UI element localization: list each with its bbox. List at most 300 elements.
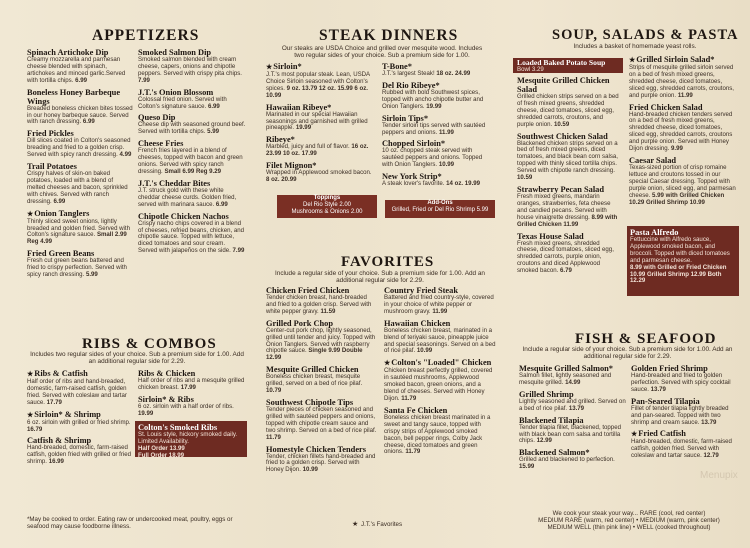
steak-dinners-title: STEAK DINNERS (319, 27, 459, 44)
menu-item-price: 4.99 (119, 151, 132, 159)
menu-item (382, 62, 494, 78)
menu-item-price: 11.79 (405, 448, 421, 456)
menu-item-title: Mesquite Grilled Chicken (266, 365, 359, 375)
menu-item-desc (27, 258, 133, 279)
menu-item (384, 406, 496, 456)
steak-left-column (266, 62, 374, 187)
menu-item-price: 10.79 (266, 387, 282, 395)
menu-item-title: Boneless Honey Barbeque Wings (27, 87, 121, 106)
smoked-ribs-desc: St. Louis style, hickory smoked daily. Limited Availability. (138, 431, 238, 445)
menu-item (266, 398, 378, 442)
menu-item-desc-text: Fillet of tender tilapia lightly breaded and pan-seared. Topped with two shrimp and cream sauce. (631, 404, 729, 426)
menu-item-price: 10.99 (416, 347, 433, 355)
menu-item (382, 81, 494, 111)
menu-item-desc-text: Hand-breaded, domestic, farm-raised catfish, golden fried. Served with coleslaw and tartar sauce. (631, 438, 732, 460)
menu-item (629, 55, 739, 100)
menu-item-desc (382, 71, 494, 78)
menu-item-desc (138, 378, 246, 392)
menu-item-title: Cheese Fries (138, 139, 184, 149)
menu-item-price: 6.99 (215, 200, 228, 208)
menu-item-title: Caesar Salad (629, 155, 677, 165)
menu-item (382, 139, 494, 169)
menu-item-title: Catfish & Shrimp (27, 436, 92, 446)
menu-item (138, 113, 246, 136)
menu-item-desc (519, 373, 627, 387)
menu-item (138, 48, 246, 85)
menu-item-price: 13.79 (650, 385, 666, 393)
menu-item-price: 11.99 (432, 307, 448, 315)
menu-item-price: 11.99 (438, 128, 454, 136)
menu-item-desc (266, 144, 374, 158)
menu-item-title: Onion Tanglers (34, 208, 90, 218)
star-icon: ★ (352, 521, 359, 528)
menu-item (266, 286, 378, 316)
menu-item-desc-text: Blackened chicken strips served on a bed of fresh mixed greens, diced tomatoes, and black bean corn salsa, topped with thinly sliced tortilla chips. Served with chipotle ranch dressing. (517, 139, 618, 175)
menu-item-desc-text: J.T. struck gold with these white cheddar cheese curds. Golden fried, served with marinara sauce. (138, 186, 237, 208)
menu-item-desc-text: Grilled chicken strips served on a bed of fresh mixed greens, shredded cheese, diced tomatoes, sliced egg, shredded carrots, croutons, and purple onion. (517, 93, 619, 128)
menu-item-title: Homestyle Chicken Tenders (266, 444, 367, 454)
menu-item-title: Colton's "Loaded" Chicken (391, 358, 492, 368)
menu-item-desc-text: Smoked salmon blended with cream cheese, capers, onions and chipotle peppers. Served with crispy pita chips. (138, 56, 242, 77)
soup-left-column (517, 76, 621, 278)
menu-item (519, 390, 627, 413)
menu-item-desc-text: 6 oz. sirloin with a half order of ribs. (138, 402, 234, 410)
menu-item-desc (629, 165, 739, 206)
menu-item (517, 76, 621, 129)
menu-item-desc-text: Tender sirloin tips served with sautéed peppers and onions. (382, 121, 486, 136)
menu-item-price: Small 2.99 Reg 4.99 (27, 231, 127, 246)
menu-item-desc (27, 57, 133, 85)
soup-note: Includes a basket of homemade yeast rolls. (573, 43, 697, 50)
menu-item-desc-text: Grilled and blackened to perfection. (519, 456, 615, 464)
smoked-ribs-box (135, 421, 247, 457)
menu-item-desc-text: Wrapped in Applewood smoked bacon. (266, 169, 372, 177)
menu-item (519, 416, 627, 446)
menu-item-desc-text: Tender pieces of chicken seasoned and grilled with sautéed peppers and onions, topped with chipotle cream sauce and two shrimp. Served on a bed of rice pilaf. (266, 405, 377, 434)
menu-item-title: Del Rio Ribeye* (382, 80, 440, 90)
menu-item-desc (382, 181, 494, 188)
menu-item (266, 161, 374, 184)
menu-item-title: J.T.'s Cheddar Bites (138, 178, 211, 188)
menu-item (519, 448, 627, 471)
star-icon: ★ (266, 63, 273, 71)
potato-soup-price: Bowl 3.29 (517, 66, 544, 73)
menu-item-price: 10.99 (438, 161, 455, 169)
menu-item-desc-text: Half order of ribs and hand-breaded, domestic, farm-raised catfish, golden fried. Served with coleslaw and tartar sauce. (27, 378, 127, 406)
ribs-left-column (27, 369, 133, 469)
menu-item-price: 5.99 with Grilled Chicken 10.29 Grilled Shrimp 10.99 (629, 191, 725, 206)
menu-item (138, 179, 246, 209)
menu-item-desc-text: Creamy mozzarella and parmesan cheese blended with spinach, artichokes and minced garlic.Served with tortilla chips. (27, 56, 126, 84)
ribs-title: RIBS & COMBOS (82, 336, 217, 352)
favorites-legend-text: J.T.'s Favorites (361, 521, 403, 528)
menu-item-price: 17.79 (46, 398, 62, 406)
menu-item-price: 6.79 (560, 267, 572, 275)
menu-item-desc (384, 328, 496, 356)
menu-item-desc-text: Dill slices coated in Colton's seasoned breading and fried to a golden crisp. Served with spicy ranch dressing. (27, 137, 131, 159)
menu-item-price: 19.99 (426, 102, 442, 110)
menu-item (384, 319, 496, 356)
potato-soup-name: Loaded Baked Potato Soup (517, 58, 606, 67)
menu-item-title: Grilled Shrimp (519, 389, 574, 399)
menu-item-price: 11.59 (320, 307, 336, 315)
pasta-alfredo-desc: Fettuccine with Alfredo sauce, Applewood smoked bacon, and broccoli. Topped with diced tomatoes and parmesan cheese. (630, 236, 730, 264)
smoked-ribs-half: Half Order 13.99 (138, 444, 185, 452)
menu-item (27, 162, 133, 206)
menu-item-desc (27, 138, 133, 159)
menu-item-desc (138, 97, 246, 111)
addons-bar (385, 200, 495, 218)
menu-item-title: Mesquite Grilled Chicken Salad (517, 76, 610, 94)
menu-item (517, 132, 621, 182)
menu-item-desc (384, 368, 496, 403)
menu-item-desc (266, 374, 378, 395)
menu-item-title: Grilled Pork Chop (266, 318, 334, 328)
menu-item (27, 209, 133, 247)
menu-item-desc (138, 404, 246, 418)
menu-item-title: J.T.'s Onion Blossom (138, 87, 214, 97)
menu-item-price: 12.99 (536, 437, 552, 445)
menu-item-desc (629, 65, 739, 100)
menu-item-title: Golden Fried Shrimp (631, 364, 708, 373)
ribs-right-column (138, 369, 246, 421)
menu-item (631, 429, 739, 460)
menu-item-price: 19.99 (138, 409, 154, 417)
menu-item (384, 286, 496, 316)
menu-item (266, 103, 374, 133)
menu-item-desc-text: Breaded boneless chicken bites tossed in our honey barbeque sauce. Served with ranch dressing. (27, 104, 133, 126)
menu-item (629, 156, 739, 206)
menu-item-price: 6.99 (75, 76, 87, 84)
menu-item (138, 139, 246, 176)
menu-item-title: Ribs & Chicken (138, 369, 196, 378)
menu-item-price: 16 oz. 23.99 10 oz. 17.99 (266, 143, 369, 158)
steak-right-column (382, 62, 494, 191)
cook-line-1: We cook your steak your way... RARE (cool, red center) (552, 510, 706, 517)
menu-item-title: Ribeye* (266, 135, 295, 145)
menu-item-desc (517, 94, 621, 129)
menu-item-title: Texas House Salad (517, 231, 584, 241)
menu-item (27, 249, 133, 279)
menu-item-desc-text: Battered and fried country-style, covered in your choice of white pepper or mushroom gravy. (384, 294, 494, 315)
menu-item-price: 15.99 (519, 463, 535, 471)
menu-item-desc-text: Boneless chicken breast, mesquite grilled, served on a bed of rice pilaf. (266, 373, 363, 388)
menu-item-desc-text: J.T.'s largest Steak! (382, 70, 435, 77)
menu-item-desc (517, 241, 621, 276)
fish-right-column (631, 364, 739, 463)
menu-item-desc (27, 420, 133, 434)
menu-item (27, 369, 133, 407)
menu-item-desc-text: Boneless chicken breast, marinated in a blend of teriyaki sauce, pineapple juice and special seasonings. Served on a bed of rice pilaf. (384, 326, 496, 355)
steak-note: Our steaks are USDA Choice and grilled over mesquite wood. Includes two regular sides of your choice. Sub a premium side for 1.00. (281, 45, 483, 60)
menu-item-desc (27, 379, 133, 407)
favorites-legend (352, 521, 402, 528)
favorites-title: FAVORITES (341, 254, 435, 270)
menu-item-title: Sirloin* & Shrimp (34, 409, 101, 419)
menu-item-desc-text: Tender tilapia fillet, blackened, topped with black bean corn salsa and tortilla chips. (519, 423, 621, 445)
menu-item-desc (138, 148, 246, 176)
menu-item-price: 7.99 (138, 76, 150, 84)
menu-item-price: 16.79 (27, 425, 43, 433)
favorites-right-column (384, 286, 496, 459)
menu-item-title: Fried Catfish (638, 429, 686, 439)
star-icon: ★ (27, 410, 34, 419)
potato-soup-box (513, 58, 623, 73)
menu-item (138, 212, 246, 256)
menu-item-title: Fried Green Beans (27, 249, 95, 259)
menu-item-title: Spinach Artichoke Dip (27, 48, 109, 57)
menu-item-price: 13.79 (701, 418, 717, 426)
menu-item-desc (517, 141, 621, 182)
menu-item-desc (631, 373, 739, 394)
menu-item-desc (266, 112, 374, 133)
menu-item-name (517, 76, 621, 94)
menu-item-price: 11.99 (677, 91, 693, 99)
menu-item (517, 185, 621, 229)
menu-item-desc (266, 170, 374, 184)
menu-item-desc-text: Crispy halves of skin-on baked potatoes, loaded with a blend of melted cheeses and bacon, sprinkled with chives. Served with ranch dressing. (27, 170, 128, 205)
menu-item-desc-text: Rubbed with bold Southwest spices, topped with ancho chipotle butter and Onion Tanglers. (382, 88, 484, 110)
menu-item-title: Sirloin* & Ribs (138, 394, 194, 404)
menu-item (384, 358, 496, 403)
cook-line-2: MEDIUM RARE (warm, red center) • MEDIUM (warm, pink center) (538, 517, 720, 525)
menu-item-desc (27, 219, 133, 247)
menu-item-title: Filet Mignon* (266, 161, 317, 171)
star-icon: ★ (384, 359, 391, 368)
menu-item-title: New York Strip* (382, 172, 442, 182)
menu-item-desc-text: Fresh cut green beans battered and fried to crispy perfection. Served with spicy ranch dressing. (27, 257, 127, 279)
menu-item-desc (382, 90, 494, 111)
menu-item-desc (517, 194, 621, 229)
menu-item-title: Pan-Seared Tilapia (631, 396, 700, 406)
menu-item-desc-text: Chicken breast perfectly grilled, covered in sautéed mushrooms, Applewood smoked bacon, green onions, and a blend of cheeses. Served with Honey Dijon. (384, 367, 493, 402)
menu-item-desc (27, 171, 133, 206)
menu-item-title: Strawberry Pecan Salad (517, 184, 604, 194)
fish-left-column (519, 364, 627, 474)
menu-item-price: 8 oz. 20.99 (266, 176, 297, 184)
menu-item (27, 436, 133, 466)
menu-item-price: 18 oz. 24.99 (436, 70, 471, 77)
menu-item-desc-text: Fresh mixed greens, mandarin oranges, strawberries, feta cheese and candied pecans. Served with house vinaigrette dressing. (517, 192, 611, 221)
menu-item-desc (138, 188, 246, 209)
star-icon: ★ (27, 370, 34, 378)
menu-item-title: Grilled Sirloin Salad* (636, 55, 715, 64)
menu-item-desc-text: French fries layered in a blend of cheeses, topped with bacon and green onions. Served with spicy ranch dressing. (138, 147, 243, 175)
appetizers-title: APPETIZERS (92, 27, 200, 44)
menu-item-price: 5.99 (85, 271, 98, 279)
menu-item-desc (266, 328, 378, 363)
menu-item-desc-text: Lightly seasoned and grilled. Served on a bed of rice pilaf. (519, 397, 626, 412)
menu-item-desc-text: 10 oz. chopped steak served with sautéed peppers and onions. Topped with Onion Tanglers. (382, 147, 483, 169)
menu-item-desc (384, 295, 496, 316)
menu-item (631, 397, 739, 427)
favorites-note: Include a regular side of your choice. Sub a premium side for 1.00. Add an additional regular side for 2.29. (275, 270, 485, 285)
smoked-ribs-full: Full Order 18.99 (138, 451, 185, 459)
menu-item-price: 10.59 (517, 174, 533, 182)
soup-title: SOUP, SALADS & PASTA (552, 27, 739, 43)
toppings-text: Del Rio Style 2.00 Mushrooms & Onions 2.00 (291, 202, 363, 215)
menu-item-desc (631, 406, 739, 427)
menu-item-title: Sirloin* (273, 62, 302, 71)
menu-item-price: 7.99 (232, 247, 245, 255)
menu-item-title: Blackened Tilapia (519, 415, 584, 425)
menu-item (266, 319, 378, 363)
menu-item-desc-text: Salmon fillet, lightly seasoned and mesquite grilled. (519, 372, 612, 386)
menu-item-desc (27, 445, 133, 466)
soup-right-column (629, 55, 739, 209)
menu-item-desc (266, 295, 378, 316)
disclaimer: *May be cooked to order. Eating raw or undercooked meat, poultry, eggs or seafood may cause foodborne illness. (27, 516, 233, 530)
menu-item-desc-text: Center-cut pork chop, lightly seasoned, grilled until tender and juicy. Topped with Onion Tanglers. Served with raspberry chipotle sauce. (266, 326, 376, 355)
menu-item (138, 395, 246, 418)
menu-item-price: 19.99 (295, 124, 312, 132)
menu-item (382, 114, 494, 137)
menu-item-price: 9.99 (671, 145, 683, 153)
menu-item-desc (519, 457, 627, 471)
menu-item-price: Single 9.99 Double 12.99 (266, 347, 363, 362)
smoked-ribs-name: Colton's Smoked Ribs (138, 423, 218, 432)
menu-item-price: 14.99 (565, 378, 581, 386)
menu-item-title: Trail Potatoes (27, 162, 77, 172)
menu-item-price: 10.99 (302, 466, 318, 474)
menu-item-price: 6.99 (207, 102, 220, 110)
menu-item-desc-text: 6 oz. sirloin with grilled or fried shrimp. (27, 418, 131, 426)
menu-item-desc-text: Colossal fried onion. Served with Colton's signature sauce. (138, 95, 227, 110)
menu-item-desc (519, 399, 627, 413)
menu-item-desc (629, 112, 739, 153)
menu-item (27, 88, 133, 127)
menu-item-title: Hawaiian Ribeye* (266, 102, 332, 112)
menu-item-desc (138, 57, 246, 85)
menu-item-desc-text: Tender, chicken fillets hand-breaded and fried to a golden crisp. Served with Honey Dijon. (266, 452, 376, 474)
star-icon: ★ (631, 430, 638, 439)
fish-note: Include a regular side of your choice. Sub a premium side for 1.00. Add an additional regular side for 2.29. (522, 346, 733, 361)
menu-item-title: Fried Pickles (27, 129, 74, 139)
menu-item-desc-text: Hand-breaded and fried to golden perfection. Served with spicy cocktail sauce. (631, 372, 731, 393)
menu-item (629, 103, 739, 153)
menu-item (519, 364, 627, 387)
menu-item-title: Blackened Salmon* (519, 448, 590, 458)
menu-item-title: Santa Fe Chicken (384, 405, 448, 415)
menu-item-desc (519, 425, 627, 446)
menu-item-desc (382, 148, 494, 169)
menu-item-price: 8.99 with Grilled Chicken 11.99 (517, 213, 618, 228)
menu-item-desc-text: A steak lover's favorite. (382, 180, 445, 188)
menu-item-desc-text: Fresh mixed greens, shredded cheese, diced tomatoes, sliced egg, shredded carrots, purple onion, croutons and diced Applewood smoked bacon. (517, 239, 614, 275)
menu-item (27, 129, 133, 159)
menu-item-desc (27, 106, 133, 127)
menu-item (382, 172, 494, 188)
menu-item-title: Chicken Fried Chicken (266, 286, 350, 295)
menu-item-desc-text: Cheese dip with seasoned ground beef. Served with tortilla chips. (138, 121, 246, 136)
menu-item-title: T-Bone* (382, 62, 412, 71)
cook-line-3: MEDIUM WELL (thin pink line) • WELL (cooked throughout) (547, 524, 711, 532)
menu-item-desc-text: Half order of ribs and a mesquite grilled chicken breast. (138, 377, 245, 391)
menu-item-price: 17.99 (180, 383, 196, 391)
menu-item-price: 10.59 (553, 120, 570, 128)
cooking-guide (520, 510, 738, 532)
appetizers-right-column (138, 48, 246, 258)
menu-item-price: 13.79 (568, 404, 585, 412)
menu-item-desc (384, 415, 496, 456)
addons-label: Add-Ons (427, 200, 453, 206)
menu-item (138, 88, 246, 111)
menu-item-desc-text: J.T.'s most popular steak. Lean, USDA Choice Sirloin seasoned with Colton's spices. (266, 71, 370, 92)
menu-item-desc-text: Strips of mesquite grilled sirloin served on a bed of fresh mixed greens, shredded cheese, diced tomatoes, sliced egg, shredded carrots, croutons, and purple onion. (629, 64, 735, 99)
toppings-bar (277, 195, 377, 218)
fish-title: FISH & SEAFOOD (575, 331, 717, 347)
menu-item-title: Hawaiian Chicken (384, 318, 451, 328)
menu-item-title: Mesquite Grilled Salmon* (519, 364, 613, 373)
pasta-alfredo-price: 8.99 with Grilled or Fried Chicken 10.99 Grilled Shrimp 12.99 Both 12.29 (630, 263, 727, 285)
menu-item (266, 135, 374, 158)
pasta-alfredo-name: Pasta Alfredo (630, 228, 679, 237)
menu-item (27, 410, 133, 434)
watermark: Menupix (700, 470, 738, 481)
pasta-alfredo-box (627, 226, 739, 296)
menu-item-desc-text: Hand-breaded chicken tenders served on a bed of fresh mixed greens, shredded cheese, diced tomatoes, sliced egg, shredded carrots, croutons and purple onion. Served with Honey Dijon dressing. (629, 110, 733, 153)
menu-item (266, 445, 378, 475)
menu-item-title: Sirloin Tips* (382, 113, 429, 123)
menu-item-desc-text: Crispy nacho chips covered in a blend of cheeses, refried beans, chicken, and chipotle sauce. Topped with lettuce, diced tomatoes and sour cream. Served with jalapeños on the side. (138, 219, 245, 255)
favorites-left-column (266, 286, 378, 477)
menu-item-desc-text: Thinly sliced sweet onions, lightly breaded and golden fried. Served with Colton's signature sauce. (27, 217, 130, 239)
menu-item-desc (266, 407, 378, 442)
menu-item (138, 369, 246, 392)
menu-item-price: 6.99 (82, 118, 95, 126)
star-icon: ★ (629, 56, 636, 64)
menu-item-title: Fried Chicken Salad (629, 102, 703, 112)
menu-item (27, 48, 133, 85)
menu-item (266, 62, 374, 100)
menu-item-desc-text: Boneless chicken breast marinated in a sweet and tangy sauce, topped with crispy strips of Applewood smoked bacon, bell pepper rings, Colby Jack cheese, diced tomatoes and green onions. (384, 413, 491, 456)
ribs-note: Includes two regular sides of your choice. Sub a premium side for 1.00. Add an additional regular side for 2.29. (30, 351, 244, 366)
menu-item-desc-text: Hand-breaded, domestic, farm-raised catfish, golden fried with grilled or fried shrimp. (27, 444, 131, 466)
menu-item-title: Chopped Sirloin* (382, 139, 446, 149)
menu-item-title: Queso Dip (138, 113, 176, 123)
menu-item-desc-text: Marinated in our special Hawaiian seasonings and garnished with grilled pineapple. (266, 110, 368, 132)
menu-item-title: Country Fried Steak (384, 286, 458, 295)
menu-item-desc (382, 123, 494, 137)
menu-item-desc (138, 221, 246, 256)
menu-item (631, 364, 739, 394)
menu-item-price: 14 oz. 19.99 (446, 180, 481, 188)
toppings-label: Toppings (313, 195, 341, 201)
menu-item-title: Chipotle Chicken Nachos (138, 211, 229, 221)
menu-item-name (27, 88, 133, 106)
menu-item (517, 232, 621, 276)
menu-item-desc-text: Marbled, juicy and full of flavor. (266, 143, 350, 151)
menu-item-title: Southwest Chicken Salad (517, 131, 608, 141)
star-icon: ★ (27, 209, 34, 218)
menu-item-desc (138, 122, 246, 136)
menu-item-price: 5.99 (207, 128, 219, 136)
menu-item-price: 16.99 (48, 458, 64, 466)
menu-item-price: 9 oz. 13.79 12 oz. 15.99 6 oz. 10.99 (266, 84, 368, 99)
menu-item-title: Smoked Salmon Dip (138, 48, 212, 57)
menu-item-price: Small 6.99 Reg 9.29 (164, 167, 222, 175)
menu-item-price: 11.79 (401, 394, 417, 402)
menu-item-title: Ribs & Catfish (34, 369, 88, 378)
menu-item-price: 12.79 (703, 452, 719, 460)
menu-item (266, 365, 378, 395)
menu-item-desc (266, 72, 374, 100)
menu-item-price: 11.79 (266, 433, 281, 441)
menu-item-desc (266, 454, 378, 475)
appetizers-left-column (27, 48, 133, 282)
addons-text: Grilled, Fried or Del Rio Shrimp 5.99 (391, 207, 489, 213)
menu-item-desc-text: Tender chicken breast, hand-breaded and fried to a golden crisp. Served with white pepper gravy. (266, 294, 372, 315)
